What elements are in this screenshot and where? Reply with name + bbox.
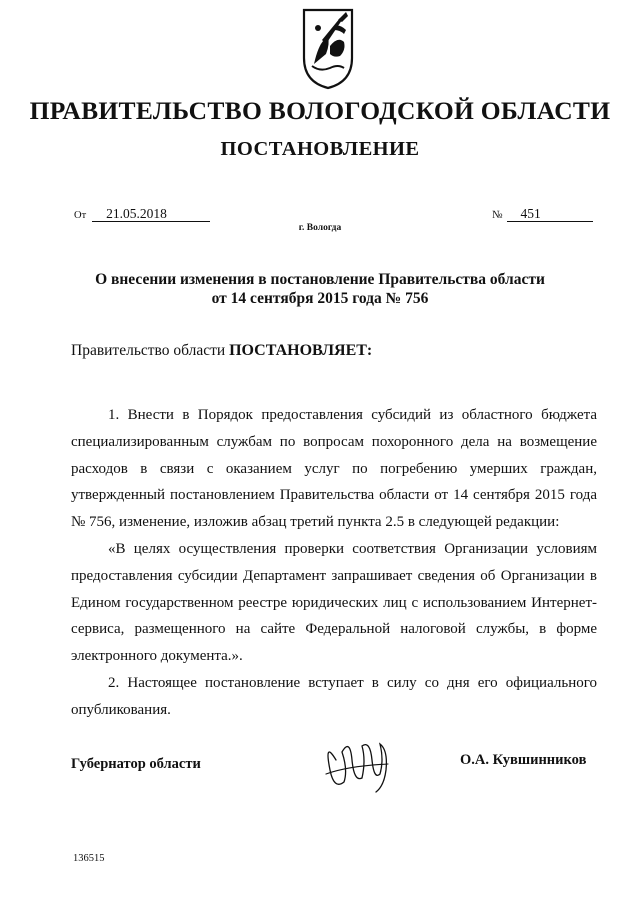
signer-name: О.А. Кувшинников: [460, 752, 587, 768]
date-prefix: От: [74, 210, 87, 221]
paragraph-2: «В целях осуществления проверки соответствия Организации условиям предоставления субсидии Департамент запрашивает сведения об Организации в Едином государственном реестре юридических лиц с использованием Интернет-сервиса, размещенного на сайте Федеральной налоговой службы, в форме электронного документа.».: [71, 540, 597, 665]
document-body: [71, 402, 597, 724]
coat-of-arms-icon: [300, 6, 356, 90]
paragraph-3: 2. Настоящее постановление вступает в силу со дня его официального опубликования.: [71, 674, 597, 718]
city-label: г. Вологда: [298, 223, 342, 233]
government-title: ПРАВИТЕЛЬСТВО ВОЛОГОДСКОЙ ОБЛАСТИ: [29, 96, 611, 125]
number-field: [492, 206, 593, 222]
preamble-text: Правительство области: [71, 342, 230, 359]
subject-line-2: от 14 сентября 2015 года № 756: [211, 290, 429, 307]
date-field: [74, 206, 210, 222]
preamble: [71, 342, 372, 360]
paragraph-1: 1. Внести в Порядок предоставления субсидий из областного бюджета специализированным службам по вопросам похоронного дела на возмещение расходов в связи с оказанием услуг по погребению умерших граждан, утвержденный постановлением Правительства области от 14 сентября 2015 года № 756, изменение, изложив абзац третий пункта 2.5 в следующей редакции:: [71, 407, 597, 531]
document-subject: [80, 270, 560, 308]
document-type-title: ПОСТАНОВЛЕНИЕ: [220, 138, 420, 160]
date-value: 21.05.2018: [92, 206, 210, 222]
number-value: 451: [507, 206, 593, 222]
number-prefix: №: [492, 209, 503, 221]
subject-line-1: О внесении изменения в постановление Правительства области: [95, 271, 545, 288]
document-code: 136515: [73, 853, 105, 864]
signer-role: Губернатор области: [71, 756, 201, 772]
preamble-emphasis: ПОСТАНОВЛЯЕТ:: [229, 342, 373, 359]
handwritten-signature: [318, 730, 396, 796]
